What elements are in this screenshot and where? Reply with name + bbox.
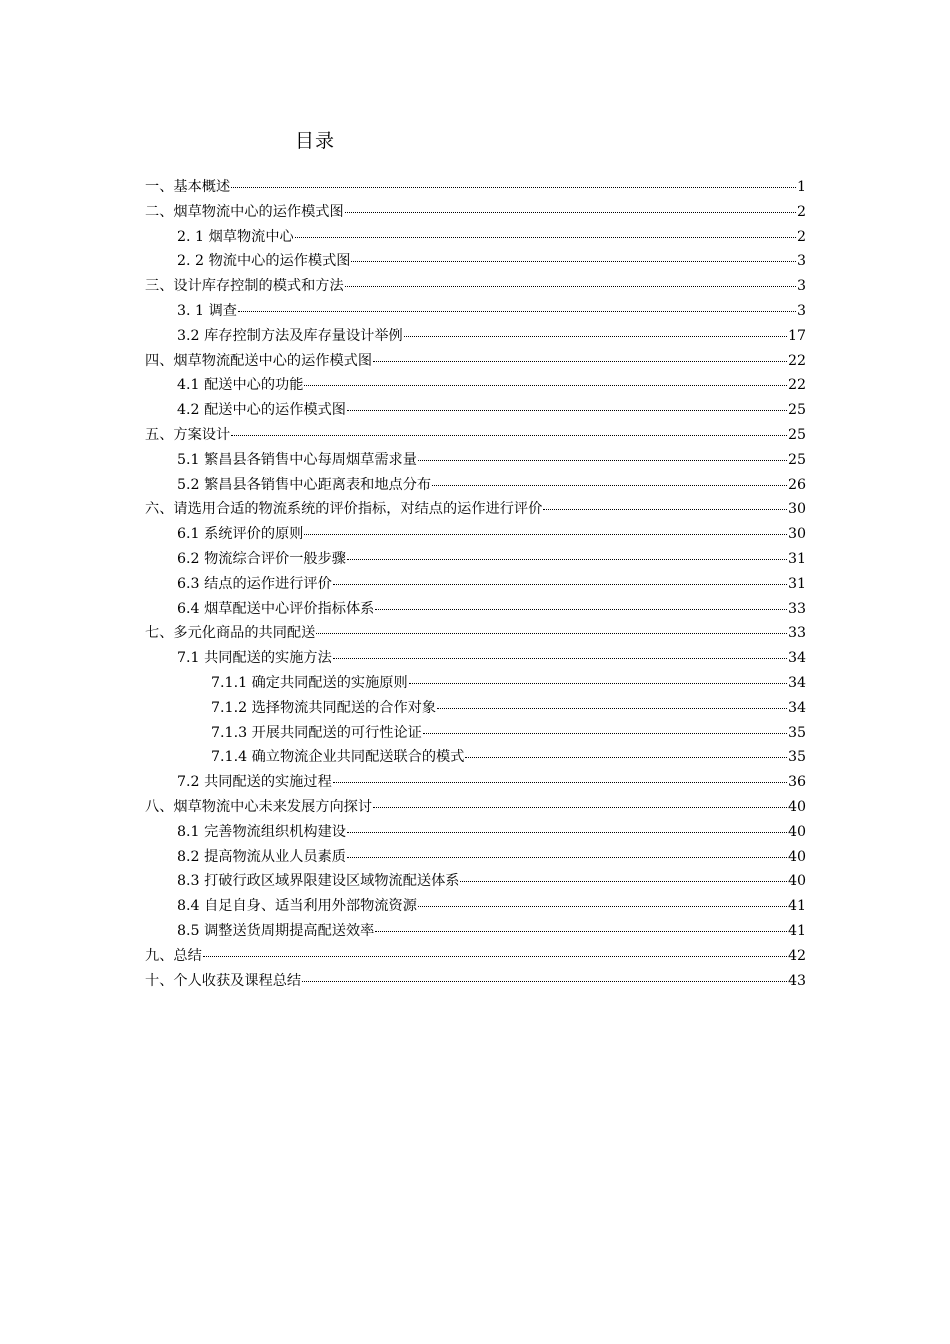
toc-entry-page-number: 35 [787, 724, 806, 741]
toc-entry-label: 6.2 物流综合评价一般步骤 [177, 550, 346, 567]
toc-entry-page-number: 25 [787, 426, 806, 443]
toc-dot-leader [465, 756, 787, 758]
toc-entry-page-number: 34 [787, 674, 806, 691]
toc-entry[interactable] [145, 894, 806, 919]
toc-entry-label: 五、方案设计 [145, 426, 231, 443]
toc-entry[interactable] [145, 522, 806, 547]
toc-entry-page-number: 31 [787, 575, 806, 592]
toc-entry-label: 8.5 调整送货周期提高配送效率 [177, 922, 375, 939]
toc-dot-leader [375, 608, 787, 610]
toc-entry-label: 4.2 配送中心的运作模式图 [177, 402, 346, 419]
toc-entry-label: 6.4 烟草配送中心评价指标体系 [177, 600, 375, 617]
toc-entry-label: 4.1 配送中心的功能 [177, 377, 304, 394]
toc-entry-page-number: 30 [787, 526, 806, 543]
toc-entry-page-number: 36 [787, 774, 806, 791]
toc-entry-page-number: 41 [787, 922, 806, 939]
toc-entry-page-number: 26 [787, 476, 806, 493]
toc-entry-label: 8.3 打破行政区域界限建设区域物流配送体系 [177, 873, 460, 890]
toc-entry-page-number: 2 [796, 203, 806, 220]
toc-dot-leader [460, 880, 786, 882]
toc-entry[interactable] [145, 820, 806, 845]
toc-entry-label: 一、基本概述 [145, 179, 231, 195]
toc-entry[interactable] [145, 944, 806, 969]
toc-dot-leader [432, 484, 787, 486]
toc-entry[interactable] [145, 225, 806, 250]
toc-dot-leader [351, 260, 796, 262]
toc-dot-leader [316, 632, 787, 634]
toc-entry-page-number: 3 [796, 302, 806, 319]
toc-entry[interactable] [145, 249, 806, 274]
toc-entry[interactable] [145, 473, 806, 498]
toc-entry[interactable] [145, 349, 806, 374]
toc-entry[interactable] [145, 795, 806, 820]
toc-entry-label: 八、烟草物流中心未来发展方向探讨 [145, 798, 373, 815]
toc-entry-page-number: 30 [787, 501, 806, 518]
toc-entry-page-number: 31 [787, 550, 806, 567]
toc-dot-leader [543, 508, 787, 510]
toc-entry[interactable] [145, 671, 806, 696]
toc-entry[interactable] [145, 200, 806, 225]
toc-entry-page-number: 43 [787, 972, 806, 989]
toc-entry[interactable] [145, 745, 806, 770]
toc-entry-page-number: 17 [787, 327, 806, 344]
toc-dot-leader [333, 781, 787, 783]
toc-entry[interactable] [145, 423, 806, 448]
toc-entry[interactable] [145, 398, 806, 423]
toc-dot-leader [231, 434, 787, 436]
toc-entry-page-number: 3 [796, 253, 806, 270]
toc-entry-page-number: 40 [787, 848, 806, 865]
toc-entry[interactable] [145, 448, 806, 473]
toc-entry-page-number: 40 [787, 798, 806, 815]
toc-dot-leader [373, 806, 787, 808]
toc-entry[interactable] [145, 845, 806, 870]
toc-dot-leader [333, 583, 787, 585]
toc-entry-page-number: 33 [787, 625, 806, 642]
toc-dot-leader [295, 236, 796, 238]
toc-entry-label: 5.2 繁昌县各销售中心距离表和地点分布 [177, 476, 432, 493]
toc-entry-page-number: 33 [787, 600, 806, 617]
toc-entry[interactable] [145, 597, 806, 622]
toc-entry[interactable] [145, 274, 806, 299]
toc-entry-label: 2. 1 烟草物流中心 [177, 228, 294, 245]
toc-entry-page-number: 2 [796, 228, 806, 245]
toc-entry-label: 十、个人收获及课程总结 [145, 972, 302, 989]
toc-dot-leader [423, 732, 787, 734]
toc-entry-label: 7.1.3 开展共同配送的可行性论证 [211, 724, 422, 741]
toc-entry[interactable] [145, 175, 806, 200]
toc-dot-leader [304, 533, 787, 535]
toc-dot-leader [418, 459, 787, 461]
toc-entry[interactable] [145, 919, 806, 944]
toc-entry-page-number: 40 [787, 873, 806, 890]
toc-entry[interactable] [145, 721, 806, 746]
toc-entry-page-number: 3 [796, 278, 806, 295]
toc-entry-label: 二、烟草物流中心的运作模式图 [145, 203, 344, 220]
toc-entry-page-number: 25 [787, 402, 806, 419]
toc-title: 目录 [294, 130, 335, 152]
toc-entry[interactable] [145, 969, 806, 994]
toc-dot-leader [347, 831, 787, 833]
toc-entry-label: 8.2 提高物流从业人员素质 [177, 848, 346, 865]
toc-entry[interactable] [145, 299, 806, 324]
toc-dot-leader [404, 335, 787, 337]
toc-entry-label: 四、烟草物流配送中心的运作模式图 [145, 352, 373, 369]
toc-entry-label: 5.1 繁昌县各销售中心每周烟草需求量 [177, 451, 417, 468]
toc-entry-label: 8.1 完善物流组织机构建设 [177, 823, 346, 840]
toc-entry-label: 7.1.1 确定共同配送的实施原则 [211, 674, 408, 691]
toc-dot-leader [304, 384, 787, 386]
toc-dot-leader [409, 682, 787, 684]
toc-entry-label: 六、请选用合适的物流系统的评价指标，对结点的运作进行评价 [145, 501, 543, 518]
toc-entry[interactable] [145, 497, 806, 522]
toc-entry[interactable] [145, 770, 806, 795]
toc-entry-label: 6.1 系统评价的原则 [177, 526, 304, 543]
toc-dot-leader [437, 707, 787, 709]
toc-entry-page-number: 42 [787, 947, 806, 964]
toc-entry-page-number: 34 [787, 650, 806, 667]
toc-entry[interactable] [145, 869, 806, 894]
toc-dot-leader [375, 930, 787, 932]
toc-entry-label: 2. 2 物流中心的运作模式图 [177, 253, 351, 270]
toc-entry-page-number: 34 [787, 699, 806, 716]
toc-dot-leader [345, 211, 796, 213]
toc-dot-leader [347, 558, 787, 560]
toc-entry[interactable] [145, 646, 806, 671]
toc-entry[interactable] [145, 373, 806, 398]
toc-dot-leader [345, 285, 796, 287]
toc-entry-page-number: 35 [787, 749, 806, 766]
toc-entry-label: 7.2 共同配送的实施过程 [177, 774, 332, 791]
toc-dot-leader [347, 409, 787, 411]
toc-entry-page-number: 22 [787, 352, 806, 369]
toc-entry-label: 6.3 结点的运作进行评价 [177, 575, 332, 592]
toc-entry-label: 九、总结 [145, 947, 202, 964]
toc-entry-page-number: 22 [787, 377, 806, 394]
toc-entry-label: 7.1 共同配送的实施方法 [177, 650, 332, 667]
toc-entry-label: 3. 1 调查 [177, 302, 237, 319]
toc-entry-label: 三、设计库存控制的模式和方法 [145, 278, 344, 295]
toc-dot-leader [203, 955, 787, 957]
toc-entry[interactable] [145, 696, 806, 721]
toc-entry-label: 3.2 库存控制方法及库存量设计举例 [177, 327, 403, 344]
toc-entry-label: 8.4 自足自身、适当利用外部物流资源 [177, 898, 417, 915]
toc-entry-label: 7.1.2 选择物流共同配送的合作对象 [211, 699, 437, 716]
toc-dot-leader [333, 657, 787, 659]
toc-dot-leader [418, 905, 787, 907]
toc-dot-leader [347, 856, 787, 858]
toc-entry-label: 七、多元化商品的共同配送 [145, 625, 316, 642]
toc-entry-page-number: 41 [787, 898, 806, 915]
toc-entry-page-number: 40 [787, 823, 806, 840]
toc-entry-label: 7.1.4 确立物流企业共同配送联合的模式 [211, 749, 465, 766]
toc-entry[interactable] [145, 547, 806, 572]
toc-entry-page-number: 25 [787, 451, 806, 468]
toc-dot-leader [302, 980, 787, 982]
toc-entry[interactable] [145, 572, 806, 597]
toc-entry-page-number: 1 [796, 179, 806, 195]
toc-entry[interactable] [145, 621, 806, 646]
toc-dot-leader [231, 186, 796, 188]
toc-dot-leader [373, 360, 787, 362]
toc-entry[interactable] [145, 324, 806, 349]
toc-dot-leader [238, 310, 796, 312]
table-of-contents [145, 175, 806, 993]
